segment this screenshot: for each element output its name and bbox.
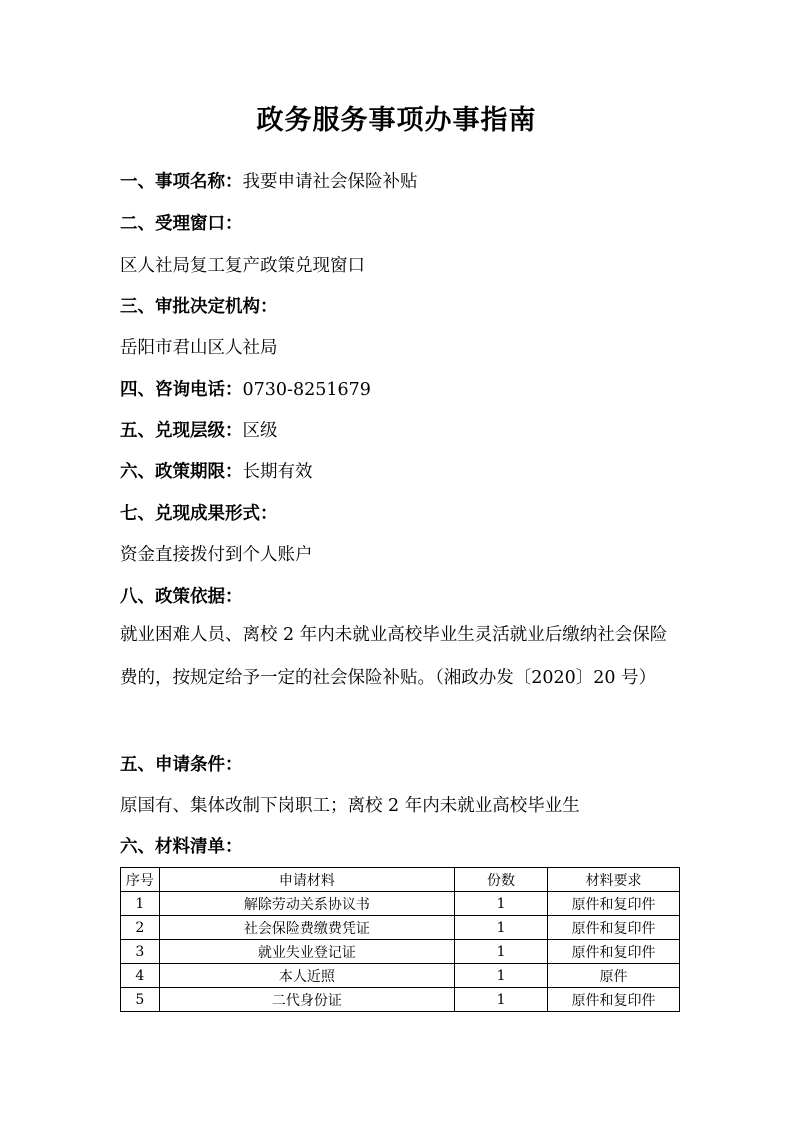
row-index: 3: [121, 940, 160, 964]
conditions-heading-line: [120, 753, 243, 777]
row-count: 1: [454, 892, 547, 916]
item-name-line: [120, 170, 418, 194]
row-count: 1: [454, 940, 547, 964]
materials-table: [120, 867, 680, 1012]
table-row: [121, 964, 680, 988]
result-form-value: 资金直接拨付到个人账户: [120, 545, 313, 565]
materials-heading-line: [120, 835, 243, 859]
header-material: 申请材料: [159, 868, 454, 892]
window-value: 区人社局复工复产政策兑现窗口: [120, 256, 365, 276]
level-heading: 五、兑现层级：: [120, 421, 243, 441]
basis-heading-line: [120, 585, 243, 609]
item-name-value: 我要申请社会保险补贴: [242, 172, 418, 192]
row-index: 1: [121, 892, 160, 916]
row-index: 2: [121, 916, 160, 940]
item-name-heading: 一、事项名称：: [120, 172, 243, 192]
basis-heading: 八、政策依据：: [120, 587, 243, 607]
row-index: 4: [121, 964, 160, 988]
level-line: [120, 419, 278, 443]
header-index: 序号: [121, 868, 160, 892]
materials-heading: 六、材料清单：: [120, 837, 243, 857]
page-title: 政务服务事项办事指南: [256, 105, 537, 136]
row-material: 就业失业登记证: [159, 940, 454, 964]
phone-heading: 四、咨询电话：: [120, 380, 243, 400]
table-row: [121, 940, 680, 964]
table-row: [121, 916, 680, 940]
row-count: 1: [454, 916, 547, 940]
conditions-heading: 五、申请条件：: [120, 755, 243, 775]
table-row: [121, 988, 680, 1012]
level-value: 区级: [242, 421, 278, 441]
row-material: 社会保险费缴费凭证: [159, 916, 454, 940]
authority-heading: 三、审批决定机构：: [120, 297, 278, 317]
phone-value: 0730-8251679: [242, 380, 371, 400]
period-heading: 六、政策期限：: [120, 462, 243, 482]
row-material: 二代身份证: [159, 988, 454, 1012]
basis-paragraph: 就业困难人员、离校 2 年内未就业高校毕业生灵活就业后缴纳社会保险费的，按规定给予一定的社会保险补贴。（湘政办发〔2020〕20 号）: [120, 625, 668, 688]
row-requirement: 原件和复印件: [548, 940, 680, 964]
phone-line: [120, 378, 371, 402]
window-heading-line: [120, 212, 243, 236]
window-heading: 二、受理窗口：: [120, 214, 243, 234]
row-requirement: 原件: [548, 964, 680, 988]
period-value: 长期有效: [242, 462, 313, 482]
row-material: 本人近照: [159, 964, 454, 988]
conditions-value: 原国有、集体改制下岗职工；离校 2 年内未就业高校毕业生: [120, 796, 580, 816]
header-count: 份数: [454, 868, 547, 892]
row-material: 解除劳动关系协议书: [159, 892, 454, 916]
row-index: 5: [121, 988, 160, 1012]
period-line: [120, 460, 313, 484]
row-count: 1: [454, 964, 547, 988]
row-requirement: 原件和复印件: [548, 892, 680, 916]
result-form-heading: 七、兑现成果形式：: [120, 504, 278, 524]
table-header-row: [121, 868, 680, 892]
authority-heading-line: [120, 295, 278, 319]
row-count: 1: [454, 988, 547, 1012]
header-requirement: 材料要求: [548, 868, 680, 892]
result-form-heading-line: [120, 502, 278, 526]
authority-value: 岳阳市君山区人社局: [120, 338, 278, 358]
table-row: [121, 892, 680, 916]
row-requirement: 原件和复印件: [548, 988, 680, 1012]
row-requirement: 原件和复印件: [548, 916, 680, 940]
